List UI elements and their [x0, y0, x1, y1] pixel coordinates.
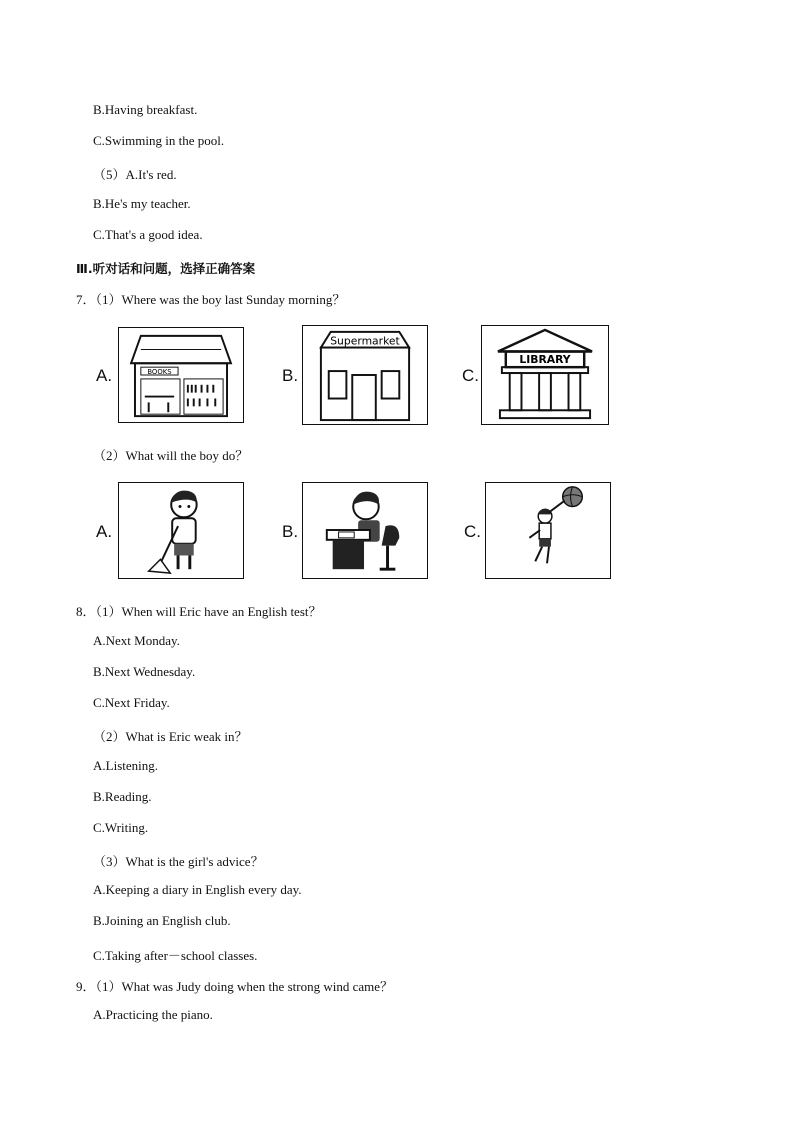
- books-sign-text: BOOKS: [147, 368, 172, 377]
- q9-1-option-a: A.Practicing the piano.: [93, 1007, 213, 1022]
- basketball-picture: [485, 482, 611, 579]
- q8-3-option-a: A.Keeping a diary in English every day.: [93, 882, 302, 897]
- q7-2-label-c: C.: [464, 522, 481, 541]
- q8-2-option-a: A.Listening.: [93, 758, 158, 773]
- bookstore-picture: [118, 327, 244, 423]
- q8-2-option-c: C.Writing.: [93, 820, 149, 835]
- sweeping-boy-picture: [118, 482, 244, 579]
- studying-boy-picture: [302, 482, 428, 579]
- option-c-swimming: C.Swimming in the pool.: [93, 133, 225, 148]
- question-8-1: 8．（1）When will Eric have an English test？: [76, 604, 322, 619]
- q7-1-label-c: C.: [462, 366, 479, 385]
- library-picture: [481, 325, 609, 425]
- q7-2-label-b: B.: [282, 522, 299, 541]
- q8-1-option-b: B.Next Wednesday.: [93, 664, 196, 679]
- section-heading: Ⅲ.听对话和问题，选择正确答案: [76, 261, 256, 276]
- q8-2-option-b: B.Reading.: [93, 789, 152, 804]
- q8-1-option-a: A.Next Monday.: [93, 633, 180, 648]
- question-8-3: （3）What is the girl's advice？: [93, 854, 264, 869]
- q5-option-a: （5）A.It's red.: [93, 167, 177, 182]
- question-7-2: （2）What will the boy do？: [93, 448, 249, 463]
- library-sign-text: LIBRARY: [519, 353, 571, 367]
- q8-1-option-c: C.Next Friday.: [93, 695, 170, 710]
- q5-option-b: B.He's my teacher.: [93, 196, 191, 211]
- question-9-1: 9．（1）What was Judy doing when the strong wind came？: [76, 979, 394, 994]
- q7-1-label-b: B.: [282, 366, 299, 385]
- question-8-2: （2）What is Eric weak in？: [93, 729, 248, 744]
- option-b-having-breakfast: B.Having breakfast.: [93, 102, 198, 117]
- question-7-1: 7．（1）Where was the boy last Sunday morning？: [76, 292, 346, 307]
- q8-3-option-c: C.Taking after－school classes.: [93, 948, 258, 963]
- q7-1-label-a: A.: [96, 366, 113, 385]
- q8-3-option-b: B.Joining an English club.: [93, 913, 231, 928]
- q7-2-label-a: A.: [96, 522, 113, 541]
- supermarket-sign-text: Supermarket: [330, 334, 400, 348]
- supermarket-picture: [302, 325, 428, 425]
- q5-option-c: C.That's a good idea.: [93, 227, 203, 242]
